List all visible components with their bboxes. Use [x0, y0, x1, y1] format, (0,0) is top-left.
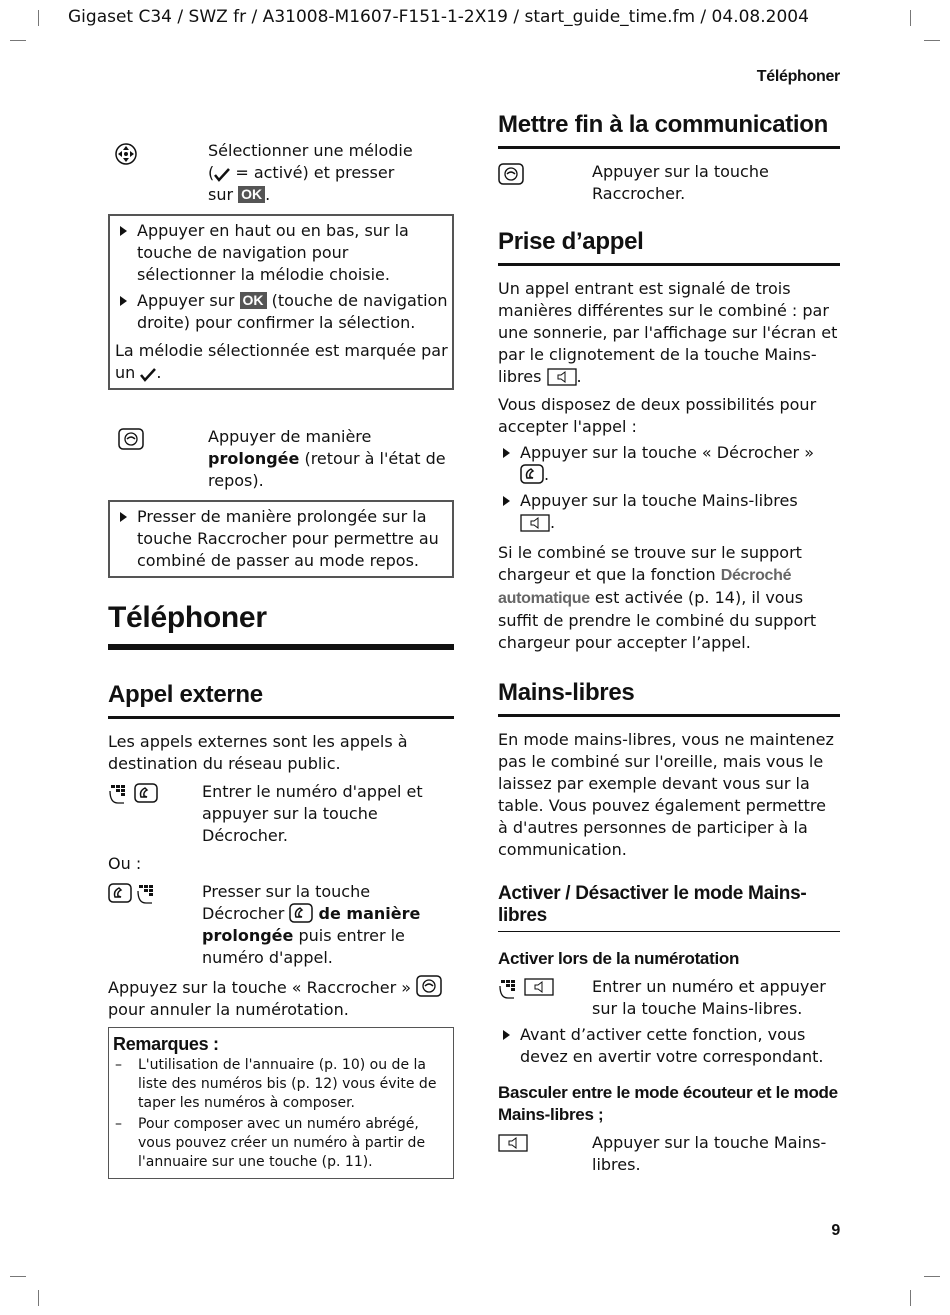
- hangup-key-icon: [118, 428, 144, 456]
- melody-text-d: sur: [208, 185, 239, 204]
- melody-text-c: = activé) et presser: [230, 163, 395, 182]
- hangup-key-icon: [498, 163, 524, 191]
- checkmark-icon: [214, 163, 230, 182]
- melody-text-a: Sélectionner une mélodie: [208, 141, 413, 160]
- hangup-text-b: (retour à l'état de repos).: [208, 449, 446, 490]
- handsfree-dial-text: Entrer un numéro et appuyer sur la touche Mains-libres.: [592, 977, 826, 1018]
- remark-dash: –: [115, 1057, 122, 1073]
- cancel-text-b: pour annuler la numérotation.: [108, 1000, 349, 1019]
- end-call-text: Appuyer sur la touche Raccrocher.: [592, 162, 769, 203]
- keypad-icon: [136, 883, 158, 911]
- remark-item: [113, 1115, 449, 1172]
- box-bullet-text: Appuyer en haut ou en bas, sur la touche de navigation pour sélectionner la mélodie choisie.: [137, 221, 409, 284]
- crop-mark: [10, 1276, 26, 1277]
- crop-mark: [38, 1290, 39, 1306]
- crop-mark: [38, 10, 39, 26]
- remarks-box: [108, 1027, 454, 1179]
- box-bullet-text: Appuyer sur: [137, 291, 240, 310]
- step-hangup-long: [118, 426, 454, 492]
- box-bullet-text: (touche de navigation droite) pour confirmer la sélection.: [137, 291, 448, 332]
- step-dial-long: [108, 881, 454, 969]
- crop-mark: [10, 40, 26, 41]
- step-dial: [108, 781, 454, 847]
- heading-appel-externe: Appel externe: [108, 680, 454, 719]
- talk-key-icon: [134, 783, 158, 809]
- crop-mark: [910, 1290, 911, 1306]
- instruction-box: [108, 214, 454, 390]
- heading-activer-numerotation: Activer lors de la numérotation: [498, 949, 740, 968]
- prise-bullet-text: Appuyer sur la touche Mains-libres: [520, 491, 798, 510]
- step-toggle-handsfree: [498, 1132, 840, 1176]
- melody-text-e: .: [265, 185, 271, 204]
- talk-key-icon: [520, 465, 544, 484]
- prise-possibilities: Vous disposez de deux possibilités pour accepter l'appel :: [498, 395, 817, 436]
- prise-bullet: [498, 442, 840, 486]
- step-end-call: [498, 161, 840, 205]
- handsfree-key-icon: [498, 1134, 528, 1158]
- step-handsfree-dial: [498, 976, 840, 1020]
- heading-basculer: Basculer entre le mode écouteur et le mode Mains-libres ;: [498, 1083, 838, 1124]
- handsfree-bullet: [498, 1024, 840, 1068]
- handsfree-bullet-text: Avant d’activer cette fonction, vous devez en avertir votre correspondant.: [520, 1025, 824, 1066]
- step-dial-long-text: Presser sur la touche Décrocher: [202, 882, 371, 923]
- heading-mains-libres: Mains-libres: [498, 678, 840, 717]
- instruction-box: [108, 500, 454, 578]
- running-head: Gigaset C34 / SWZ fr / A31008-M1607-F151-1-2X19 / start_guide_time.fm / 04.08.2004: [68, 7, 809, 27]
- heading-fin-communication: Mettre fin à la communication: [498, 110, 840, 149]
- prise-bullet-text: Appuyer sur la touche « Décrocher »: [520, 443, 815, 462]
- box-bullet: [115, 506, 448, 572]
- page-number: 9: [831, 1222, 840, 1239]
- remarks-title: Remarques :: [113, 1034, 219, 1054]
- hangup-bold: prolongée: [208, 449, 300, 468]
- bullet-dot: .: [544, 465, 550, 484]
- cancel-text: Appuyez sur la touche « Raccrocher »: [108, 978, 417, 997]
- keypad-icon: [498, 978, 520, 1006]
- right-column: [498, 110, 840, 1176]
- prise-bullet: [498, 490, 840, 534]
- ok-softkey: OK: [238, 186, 265, 203]
- ok-softkey: OK: [240, 292, 267, 309]
- prise-paragraph: Un appel entrant est signalé de trois manières différentes sur le combiné : par une sonnerie, par l'affichage sur l'écran et par le clignotement de la touche Mains-libres: [498, 279, 838, 386]
- keypad-icon: [108, 783, 130, 811]
- hangup-key-icon: [416, 978, 442, 997]
- box-bullet: [115, 290, 448, 334]
- remark-text: L'utilisation de l'annuaire (p. 10) ou de la liste des numéros bis (p. 12) vous évite de taper les numéros à composer.: [138, 1057, 437, 1111]
- remark-item: [113, 1056, 449, 1113]
- step-dial-text: Entrer le numéro d'appel et appuyer sur la touche Décrocher.: [202, 782, 423, 845]
- melody-paren: (: [208, 163, 215, 182]
- appel-externe-intro: Les appels externes sont les appels à destination du réseau public.: [108, 732, 408, 773]
- prise-auto-text: Si le combiné se trouve sur le support chargeur et que la fonction: [498, 543, 802, 584]
- heading-prise-appel: Prise d’appel: [498, 227, 840, 266]
- handsfree-key-icon: [547, 367, 577, 386]
- step-select-melody: [114, 140, 454, 206]
- heading-activer-desactiver: Activer / Désactiver le mode Mains-libres: [498, 883, 840, 932]
- handsfree-key-icon: [520, 513, 550, 532]
- mains-libres-paragraph: En mode mains-libres, vous ne maintenez pas le combiné sur l'oreille, mais vous le laissez par exemple devant vous sur la table. Vous pouvez également permettre à d'autres personnes de participer à la communication.: [498, 730, 834, 859]
- crop-mark: [924, 1276, 940, 1277]
- prise-auto-text-b: est activée (p. 14), il vous suffit de prendre le combiné du support chargeur pour accepter l’appel.: [498, 588, 817, 652]
- talk-key-icon: [289, 904, 313, 923]
- talk-key-icon: [108, 883, 132, 909]
- remark-dash: –: [115, 1116, 122, 1132]
- prise-paragraph-end: .: [576, 367, 582, 386]
- or-label: Ou :: [108, 854, 142, 873]
- left-column: [108, 140, 454, 1179]
- page-title: Téléphoner: [108, 600, 454, 650]
- crop-mark: [924, 40, 940, 41]
- navigation-key-icon: [114, 142, 138, 172]
- step-dial-long-text-b: puis entrer le numéro d'appel.: [202, 926, 405, 967]
- hangup-text: Appuyer de manière: [208, 427, 372, 446]
- menu-entry-auto-answer: Décroché automatique: [498, 567, 792, 607]
- remark-text: Pour composer avec un numéro abrégé, vous pouvez créer un numéro à partir de l'annuaire sur une touche (p. 11).: [138, 1116, 426, 1170]
- toggle-handsfree-text: Appuyer sur la touche Mains-libres.: [592, 1133, 827, 1174]
- box-note-end: .: [156, 363, 162, 382]
- section-label: Téléphoner: [756, 68, 840, 85]
- box-bullet-text: Presser de manière prolongée sur la touche Raccrocher pour permettre au combiné de passer au mode repos.: [137, 507, 439, 570]
- checkmark-icon: [140, 363, 156, 382]
- crop-mark: [910, 10, 911, 26]
- step-dial-long-bold: de manière prolongée: [202, 904, 421, 945]
- bullet-dot: .: [550, 513, 556, 532]
- box-note: La mélodie sélectionnée est marquée par un: [115, 341, 448, 382]
- box-bullet: [115, 220, 448, 286]
- handsfree-key-icon: [524, 978, 554, 1002]
